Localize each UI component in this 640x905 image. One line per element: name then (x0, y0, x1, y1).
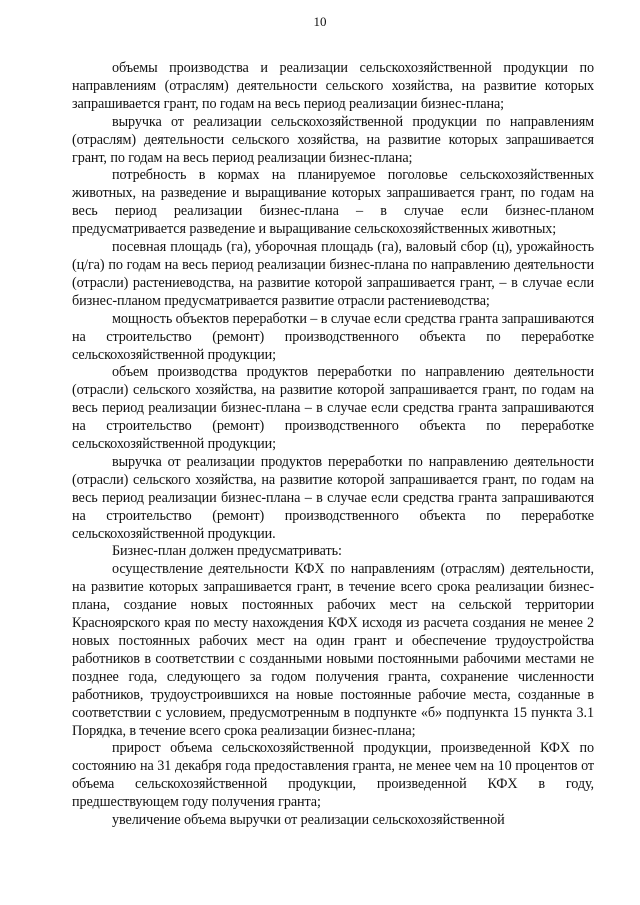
paragraph-revenue: выручка от реализации сельскохозяйственной продукции по направлениям (отраслям) деятельности сельского хозяйства, на развитие которых запрашивается грант, по годам на весь период реализации бизнес-плана; (72, 113, 594, 166)
paragraph-plan-requirements: Бизнес-план должен предусматривать: (112, 543, 342, 560)
paragraph-activity-jobs: осуществление деятельности КФХ по направлениям (отраслям) деятельности, на развитие которых запрашивается грант, в течение всего срока реализации бизнес-плана, создание новых постоянных рабочих мест на сельской территории Красноярского края по месту нахождения КФХ исходя из расчета создания не менее 2 новых постоянных рабочих мест на один грант и обеспечение трудоустройства работников в соответствии с созданными новыми постоянными рабочими местами не позднее года, следующего за годом получения гранта, сохранение численности работников, трудоустроившихся на новые постоянные рабочие места, созданные в соответствии с условием, предусмотренным в подпункте «б» подпункта 15 пункта 3.1 Порядка, в течение всего срока реализации бизнес-плана; (72, 561, 594, 739)
paragraph-production-growth: прирост объема сельскохозяйственной продукции, произведенной КФХ по состоянию на 31 декабря года предоставления гранта, не менее чем на 10 процентов от объема сельскохозяйственной продукции, произведенной КФХ в году, предшествующем году получения гранта; (72, 740, 594, 811)
paragraph-processed-revenue: выручка от реализации продуктов переработки по направлению деятельности (отрасли) сельского хозяйства, на развитие которой запрашивается грант, по годам на весь период реализации бизнес-плана – в случае если средства гранта запрашиваются на строительство (ремонт) производственного объекта по переработке сельскохозяйственной продукции. (72, 453, 594, 542)
paragraph-processing-capacity: мощность объектов переработки – в случае если средства гранта запрашиваются на строительство (ремонт) производственного объекта по переработке сельскохозяйственной продукции; (72, 310, 594, 363)
paragraph-processed-volume: объем производства продуктов переработки по направлению деятельности (отрасли) сельского хозяйства, на развитие которой запрашивается грант, по годам на весь период реализации бизнес-плана – в случае если средства гранта запрашиваются на строительство (ремонт) производственного объекта по переработке сельскохозяйственной продукции; (72, 364, 594, 453)
paragraph-crop-areas: посевная площадь (га), уборочная площадь (га), валовый сбор (ц), урожайность (ц/га) по годам на весь период реализации бизнес-плана по направлению деятельности (отрасли) растениеводства, на развитие которой запрашивается грант, – в случае если бизнес-планом предусматривается развитие отрасли растениеводства; (72, 239, 594, 309)
document-body (72, 60, 594, 830)
page-number: 10 (313, 14, 327, 29)
paragraph-feed-needs: потребность в кормах на планируемое поголовье сельскохозяйственных животных, на разведение и выращивание которых запрашивается грант, по годам на весь период реализации бизнес-плана – в случае если бизнес-планом предусматривается разведение и выращивание сельскохозяйственных животных; (72, 167, 594, 238)
paragraph-production-volumes: объемы производства и реализации сельскохозяйственной продукции по направлениям (отраслям) деятельности сельского хозяйства, на развитие которых запрашивается грант, по годам на весь период реализации бизнес-плана; (72, 60, 594, 112)
paragraph-revenue-increase: увеличение объема выручки от реализации сельскохозяйственной (112, 812, 505, 829)
